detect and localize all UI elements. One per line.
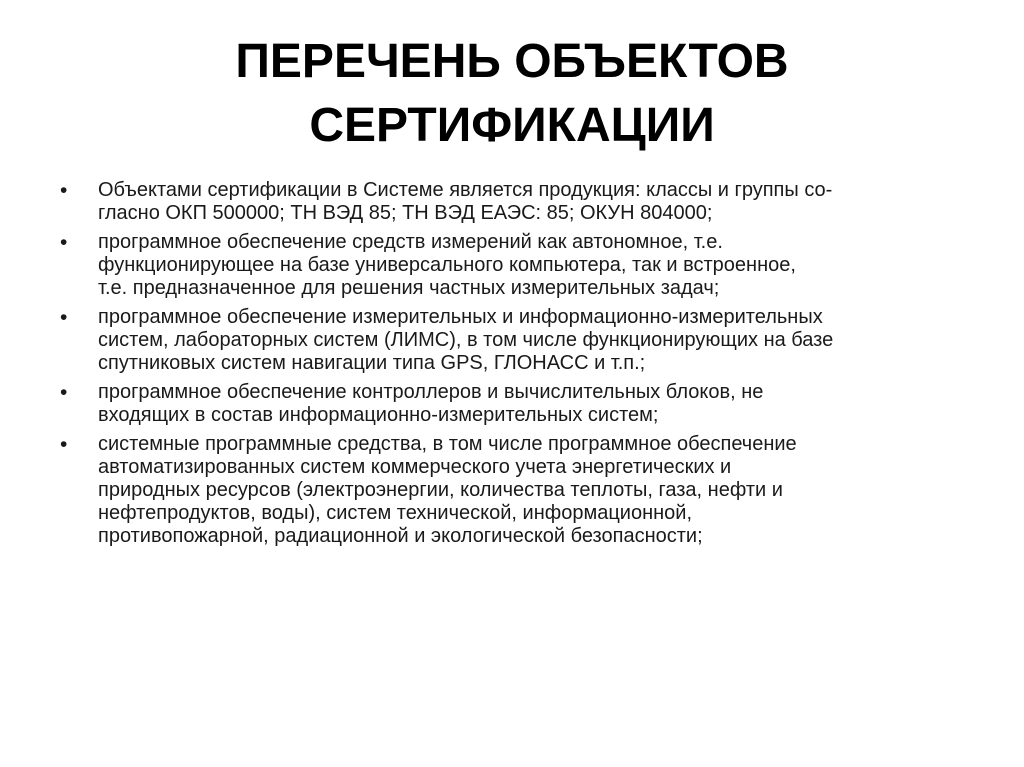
slide-title-line-1: ПЕРЕЧЕНЬ ОБЪЕКТОВ [235, 35, 789, 88]
bullet-3-line-3: спутниковых систем навигации типа GPS, ГЛОНАСС и т.п.; [98, 352, 646, 374]
slide-title-line-2: СЕРТИФИКАЦИИ [309, 99, 715, 152]
bullet-2-line-3: т.е. предназначенное для решения частных измерительных задач; [98, 277, 720, 299]
bullet-marker: • [60, 381, 68, 404]
bullet-5-line-1: системные программные средства, в том числе программное обеспечение [98, 433, 797, 455]
bullet-2-line-1: программное обеспечение средств измерений как автономное, т.е. [98, 231, 723, 253]
bullet-text-1 [98, 179, 970, 225]
bullet-marker: • [60, 179, 68, 202]
bullet-3-line-1: программное обеспечение измерительных и информационно-измерительных [98, 306, 823, 328]
bullet-1-line-2: гласно ОКП 500000; ТН ВЭД 85; ТН ВЭД ЕАЭС: 85; ОКУН 804000; [98, 202, 713, 224]
bullet-2-line-2: функционирующее на базе универсального компьютера, так и встроенное, [98, 254, 796, 276]
bullet-1-line-1: Объектами сертификации в Системе является продукция: классы и группы со- [98, 179, 833, 201]
bullet-item-4 [60, 381, 970, 427]
bullet-item-2 [60, 231, 970, 300]
bullet-list [60, 179, 970, 554]
bullet-marker: • [60, 306, 68, 329]
bullet-5-line-5: противопожарной, радиационной и экологической безопасности; [98, 525, 703, 547]
bullet-text-2 [98, 231, 970, 300]
bullet-4-line-1: программное обеспечение контроллеров и вычислительных блоков, не [98, 381, 764, 403]
bullet-text-3 [98, 306, 970, 375]
bullet-4-line-2: входящих в состав информационно-измерительных систем; [98, 404, 659, 426]
bullet-5-line-3: природных ресурсов (электроэнергии, количества теплоты, газа, нефти и [98, 479, 783, 501]
bullet-item-3 [60, 306, 970, 375]
bullet-text-5 [98, 433, 970, 548]
bullet-marker: • [60, 433, 68, 456]
bullet-5-line-2: автоматизированных систем коммерческого учета энергетических и [98, 456, 732, 478]
bullet-3-line-2: систем, лабораторных систем (ЛИМС), в том числе функционирующих на базе [98, 329, 834, 351]
bullet-item-5 [60, 433, 970, 548]
bullet-marker: • [60, 231, 68, 254]
bullet-5-line-4: нефтепродуктов, воды), систем технической, информационной, [98, 502, 693, 524]
bullet-item-1 [60, 179, 970, 225]
slide-title [0, 30, 1024, 158]
bullet-text-4 [98, 381, 970, 427]
